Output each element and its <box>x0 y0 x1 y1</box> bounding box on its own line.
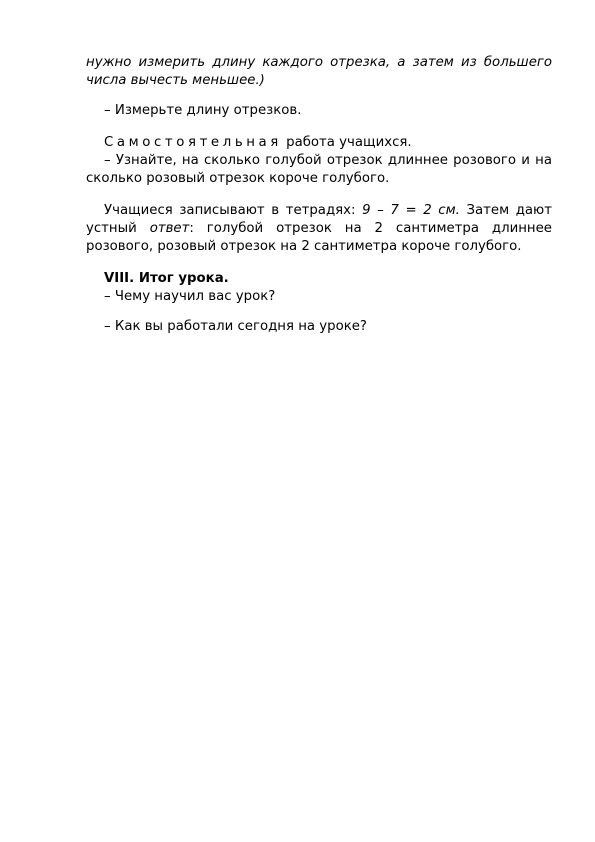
independent-work-line <box>86 134 552 152</box>
student-answer-paragraph <box>86 202 552 256</box>
measure-instruction: – Измерьте длину отрезков. <box>104 103 302 118</box>
answer-formula: 9 – 7 = 2 см. <box>362 203 460 218</box>
independent-work-label: Самостоятельная <box>104 135 282 150</box>
page-content <box>86 54 552 336</box>
independent-work-text: работа учащихся. <box>281 135 412 150</box>
answer-text: : голубой отрезок на 2 сантиметра длиннее розового, розовый отрезок на 2 сантиметра короче голубого. <box>86 221 552 254</box>
question-1: – Чему научил вас урок? <box>104 289 276 304</box>
answer-word: ответ <box>149 221 190 236</box>
instruction-paragraph: нужно измерить длину каждого отрезка, а затем из большего числа вычесть меньшее.) <box>86 55 552 88</box>
answer-middle: Затем дают устный <box>86 203 552 236</box>
question-2: – Как вы работали сегодня на уроке? <box>104 319 367 334</box>
answer-intro: Учащиеся записывают в тетрадях: <box>104 203 363 218</box>
task-question: – Узнайте, на сколько голубой отрезок длиннее розового и на сколько розовый отрезок короче голубого. <box>86 153 552 186</box>
section-heading: VIII. Итог урока. <box>104 271 229 286</box>
